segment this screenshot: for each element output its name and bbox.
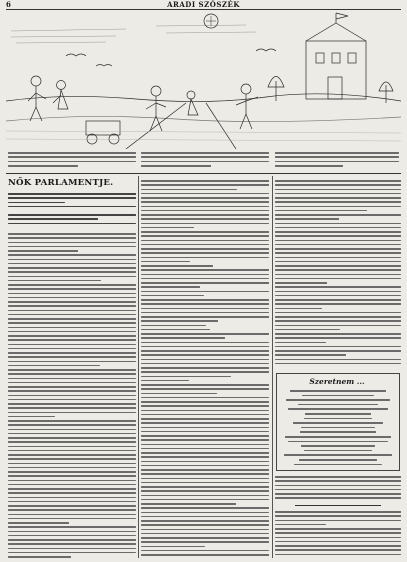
text-line	[8, 202, 65, 204]
text-line	[141, 512, 269, 514]
text-line	[141, 308, 269, 310]
text-line	[8, 356, 136, 358]
text-line	[275, 240, 401, 242]
text-line	[8, 331, 136, 333]
text-line	[8, 297, 136, 299]
text-line	[141, 435, 269, 437]
text-line	[8, 475, 136, 477]
text-line	[141, 376, 231, 378]
text-line	[8, 214, 136, 216]
text-line	[141, 520, 269, 522]
text-line	[8, 267, 136, 269]
text-line	[8, 480, 136, 482]
text-line	[275, 320, 401, 322]
text-line	[141, 546, 205, 548]
text-line	[141, 461, 269, 463]
text-line	[141, 252, 269, 254]
text-line	[141, 448, 269, 450]
text-line	[275, 303, 401, 305]
text-line	[141, 550, 269, 552]
text-line	[141, 278, 269, 280]
text-line	[141, 397, 269, 399]
text-line	[141, 533, 269, 535]
text-line	[275, 528, 401, 530]
text-line	[275, 537, 401, 539]
text-line	[8, 505, 136, 507]
text-line	[275, 497, 401, 499]
text-line	[8, 361, 136, 363]
text-line	[141, 193, 269, 195]
text-line	[8, 522, 69, 524]
article-body-right	[275, 0, 401, 562]
text-line	[141, 503, 236, 505]
text-line	[8, 365, 100, 367]
text-line	[275, 235, 401, 237]
text-line	[8, 254, 136, 256]
text-line	[275, 346, 401, 348]
text-line	[8, 446, 136, 448]
text-line	[8, 454, 136, 456]
text-line	[141, 286, 200, 288]
text-line	[141, 291, 269, 293]
text-line	[8, 441, 136, 443]
text-line	[8, 293, 136, 295]
text-line	[275, 265, 401, 267]
text-line	[141, 384, 269, 386]
text-line	[8, 531, 136, 533]
text-line	[275, 480, 401, 482]
text-line	[141, 210, 269, 212]
text-line	[275, 193, 401, 195]
text-line	[141, 456, 269, 458]
page-number: 6	[6, 0, 11, 9]
text-line	[141, 380, 189, 382]
text-line	[8, 514, 136, 516]
text-line	[141, 197, 269, 199]
text-line	[8, 197, 136, 199]
text-line	[141, 363, 269, 365]
text-line	[275, 206, 401, 208]
notice-rule	[295, 505, 381, 506]
text-line	[275, 282, 327, 284]
text-line	[8, 552, 136, 554]
text-line	[275, 493, 401, 495]
text-line	[8, 471, 136, 473]
text-line	[8, 548, 136, 550]
text-line	[8, 556, 71, 558]
text-line	[141, 265, 213, 267]
text-line	[8, 327, 136, 329]
text-line	[8, 382, 136, 384]
text-line	[275, 286, 401, 288]
text-line	[141, 214, 269, 216]
text-line	[8, 463, 136, 465]
text-line	[141, 333, 269, 335]
text-line	[275, 342, 326, 344]
text-line	[141, 427, 269, 429]
text-line	[275, 554, 401, 556]
text-line	[141, 410, 269, 412]
text-line	[275, 363, 401, 365]
text-line	[141, 189, 237, 191]
text-line	[8, 233, 136, 235]
text-line	[8, 433, 136, 435]
text-line	[8, 310, 136, 312]
text-line	[8, 412, 136, 414]
text-line	[141, 303, 269, 305]
text-line	[8, 450, 136, 452]
text-line	[141, 223, 269, 225]
text-line	[141, 393, 217, 395]
text-line	[141, 350, 269, 352]
text-line	[275, 218, 339, 220]
text-line	[8, 407, 136, 409]
text-line	[275, 545, 401, 547]
text-line	[8, 335, 136, 337]
text-line	[141, 312, 269, 314]
text-line	[141, 201, 269, 203]
text-line	[141, 482, 269, 484]
text-line	[141, 206, 269, 208]
text-line	[141, 452, 269, 454]
text-line	[275, 189, 401, 191]
text-line	[275, 257, 401, 259]
text-line	[275, 299, 401, 301]
text-line	[8, 429, 136, 431]
text-line	[275, 210, 367, 212]
text-line	[8, 206, 136, 208]
text-line	[8, 403, 136, 405]
text-line	[141, 529, 269, 531]
text-line	[8, 526, 136, 528]
text-line	[275, 316, 401, 318]
text-line	[141, 346, 269, 348]
text-line	[275, 515, 401, 517]
text-line	[141, 371, 269, 373]
text-line	[275, 231, 401, 233]
text-line	[8, 488, 136, 490]
text-line	[8, 395, 136, 397]
text-line	[141, 218, 269, 220]
text-line	[141, 516, 269, 518]
text-line	[275, 184, 401, 186]
text-line	[8, 288, 136, 290]
text-line	[275, 227, 401, 229]
text-line	[8, 344, 136, 346]
text-line	[275, 337, 401, 339]
text-line	[8, 437, 136, 439]
text-line	[275, 333, 401, 335]
text-line	[141, 354, 269, 356]
text-line	[8, 539, 136, 541]
poem-box	[276, 373, 400, 471]
text-line	[141, 418, 269, 420]
text-line	[141, 490, 269, 492]
article-heading: NŐK PARLAMENTJE.	[8, 178, 114, 188]
text-line	[8, 458, 136, 460]
text-line	[141, 541, 269, 543]
text-line	[8, 348, 136, 350]
poem-heading: Szeretnem ...	[309, 377, 365, 386]
text-line	[141, 554, 269, 556]
text-line	[8, 518, 136, 520]
text-line	[8, 509, 136, 511]
masthead-title: ARADI SZÓSZÉK	[167, 0, 240, 9]
text-line	[141, 444, 269, 446]
text-line	[141, 180, 269, 182]
text-line	[8, 369, 136, 371]
text-line	[275, 269, 401, 271]
text-line	[275, 308, 322, 310]
text-line	[141, 367, 269, 369]
text-line	[275, 291, 401, 293]
text-line	[8, 467, 136, 469]
text-line	[141, 295, 204, 297]
text-line	[8, 314, 136, 316]
text-line	[141, 320, 218, 322]
text-line	[275, 485, 401, 487]
text-line	[141, 524, 269, 526]
text-line	[275, 278, 401, 280]
text-line	[141, 325, 206, 327]
text-line	[8, 501, 136, 503]
text-line	[275, 252, 401, 254]
text-line	[275, 524, 326, 526]
text-line	[8, 535, 136, 537]
text-line	[141, 537, 269, 539]
text-line	[275, 248, 401, 250]
text-line	[275, 325, 401, 327]
text-line	[141, 507, 269, 509]
text-line	[141, 469, 269, 471]
text-line	[8, 322, 136, 324]
text-line	[8, 259, 136, 261]
text-line	[141, 359, 269, 361]
text-line	[141, 473, 269, 475]
text-line	[275, 244, 401, 246]
text-line	[141, 495, 269, 497]
text-line	[8, 237, 136, 239]
text-line	[275, 261, 401, 263]
text-line	[141, 388, 269, 390]
text-line	[141, 478, 269, 480]
text-line	[141, 405, 269, 407]
text-line	[8, 284, 136, 286]
text-line	[275, 180, 401, 182]
text-line	[275, 223, 401, 225]
text-line	[275, 354, 346, 356]
text-line	[141, 499, 269, 501]
text-line	[8, 242, 136, 244]
text-line	[8, 263, 136, 265]
text-line	[8, 484, 136, 486]
text-line	[275, 359, 401, 361]
text-line	[141, 299, 269, 301]
text-line	[275, 312, 401, 314]
text-line	[275, 350, 401, 352]
article-body-left	[8, 0, 136, 562]
text-line	[275, 511, 401, 513]
text-line	[8, 416, 55, 418]
text-line	[141, 316, 269, 318]
text-line	[8, 223, 136, 225]
text-line	[275, 329, 340, 331]
text-line	[8, 424, 136, 426]
text-line	[8, 543, 136, 545]
text-line	[141, 337, 225, 339]
text-line	[8, 318, 136, 320]
text-line	[275, 201, 401, 203]
text-line	[8, 271, 136, 273]
text-line	[275, 532, 401, 534]
text-line	[275, 489, 401, 491]
text-line	[141, 227, 194, 229]
text-line	[141, 342, 269, 344]
text-line	[141, 465, 269, 467]
text-line	[141, 431, 269, 433]
text-line	[8, 420, 136, 422]
text-line	[8, 492, 136, 494]
column-separator-left	[138, 176, 139, 558]
text-line	[8, 305, 136, 307]
text-line	[141, 240, 269, 242]
text-line	[8, 250, 78, 252]
text-line	[8, 218, 98, 220]
column-separator-right	[272, 176, 273, 558]
text-line	[8, 193, 136, 195]
text-line	[8, 373, 136, 375]
text-line	[8, 246, 136, 248]
text-line	[141, 244, 269, 246]
text-line	[275, 214, 401, 216]
text-line	[141, 439, 269, 441]
text-line	[141, 261, 190, 263]
text-line	[8, 399, 136, 401]
text-line	[275, 549, 401, 551]
text-line	[275, 520, 401, 522]
text-line	[141, 274, 269, 276]
text-line	[275, 197, 401, 199]
text-line	[8, 386, 136, 388]
text-line	[141, 414, 269, 416]
text-line	[8, 301, 136, 303]
article-body-middle	[141, 0, 269, 562]
text-line	[141, 269, 269, 271]
text-line	[275, 541, 401, 543]
text-line	[8, 497, 136, 499]
text-line	[141, 422, 269, 424]
text-line	[141, 248, 269, 250]
text-line	[141, 257, 269, 259]
text-line	[141, 329, 210, 331]
text-line	[8, 276, 136, 278]
text-line	[8, 352, 136, 354]
text-line	[141, 282, 269, 284]
text-line	[275, 476, 401, 478]
text-line	[8, 390, 136, 392]
text-line	[141, 401, 269, 403]
text-line	[275, 274, 401, 276]
text-line	[8, 280, 101, 282]
text-line	[8, 339, 136, 341]
text-line	[141, 184, 269, 186]
text-line	[141, 231, 269, 233]
text-line	[275, 295, 401, 297]
text-line	[141, 235, 269, 237]
text-line	[8, 378, 136, 380]
text-line	[141, 486, 269, 488]
